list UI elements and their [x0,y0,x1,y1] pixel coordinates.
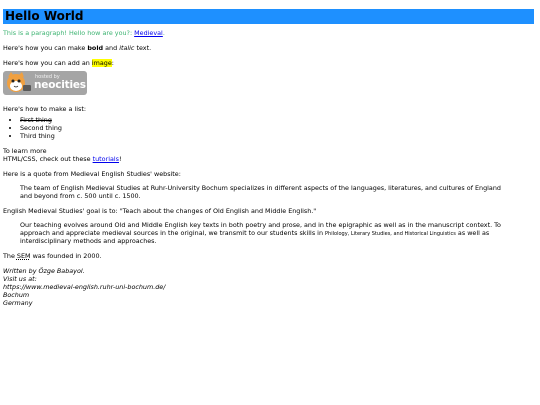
list-item: • First thing [20,116,537,124]
intro-paragraph [3,29,537,37]
quote-team: The team of English Medieval Studies at Ruhr-University Bochum specializes in different aspects of the languages, literatures, and cultures of England and beyond from c. 500 until c. 1500. [20,184,501,200]
bold-italic-paragraph [3,44,537,52]
image-line-before: Here's how you can add an [3,59,92,67]
founded-after: was founded in 2000. [30,252,102,261]
quote2-main: Our teaching evolves around Old and Middle English key texts in both poetry and prose, and in the epigraphic as well as in the manuscript context. To approach and appreciate medieval sources in the original, we transmit to our students skills in [20,221,501,237]
intro-end: . [162,29,165,37]
learn-paragraph [3,147,537,163]
image-paragraph [3,59,537,67]
page-title: Hello World [3,9,534,24]
address-url: https://www.medieval-english.ruhr-uni-bochum.de/ [3,283,166,292]
bold-line-middle: and [103,44,120,52]
goal-paragraph: English Medieval Studies' goal is to: "Teach about the changes of Old English and Middle English." [3,207,317,215]
learn-end: ! [119,155,122,163]
list-item: • Third thing [20,132,537,140]
highlighted-word: image [91,59,112,67]
learn-line1: To learn more [3,147,47,155]
badge-hosted-label: hosted by [35,74,60,80]
address-visit: Visit us at: [3,275,37,284]
quote-teaching [20,221,510,245]
intro-text: This is a paragraph! Hello how are you?: [3,29,135,37]
image-line-after: : [111,59,114,67]
cat-mascot-icon [3,71,33,95]
learn-line2: HTML/CSS, check out these [3,155,93,163]
founded-before: The [3,252,17,261]
thing-list [3,116,537,140]
italic-text: italic [119,44,135,52]
badge-brand-label: neocities [34,79,86,91]
tutorials-link[interactable]: tutorials [92,155,119,163]
bold-line-after: text. [134,44,152,52]
bold-text: bold [87,44,104,52]
quote2-small: Philology, Literary Studies, and Historical Linguistics [325,231,456,237]
neocities-badge[interactable] [3,71,87,95]
address-country: Germany [3,299,33,308]
bold-line-before: Here's how you can make [3,44,88,52]
founded-paragraph [3,252,537,260]
address-city: Bochum [3,291,30,300]
medieval-link[interactable]: Medieval [134,29,163,37]
list-intro: Here's how to make a list: [3,105,87,113]
quote2-end: as well as interdisciplinary methods and approaches. [20,229,490,246]
contact-address [3,267,537,307]
address-author: Written by Özge Babayol. [3,267,85,276]
list-item: • Second thing [20,124,537,132]
quote-intro: Here is a quote from Medieval English Studies' website: [3,170,181,178]
sem-abbr: SEM [16,252,31,261]
